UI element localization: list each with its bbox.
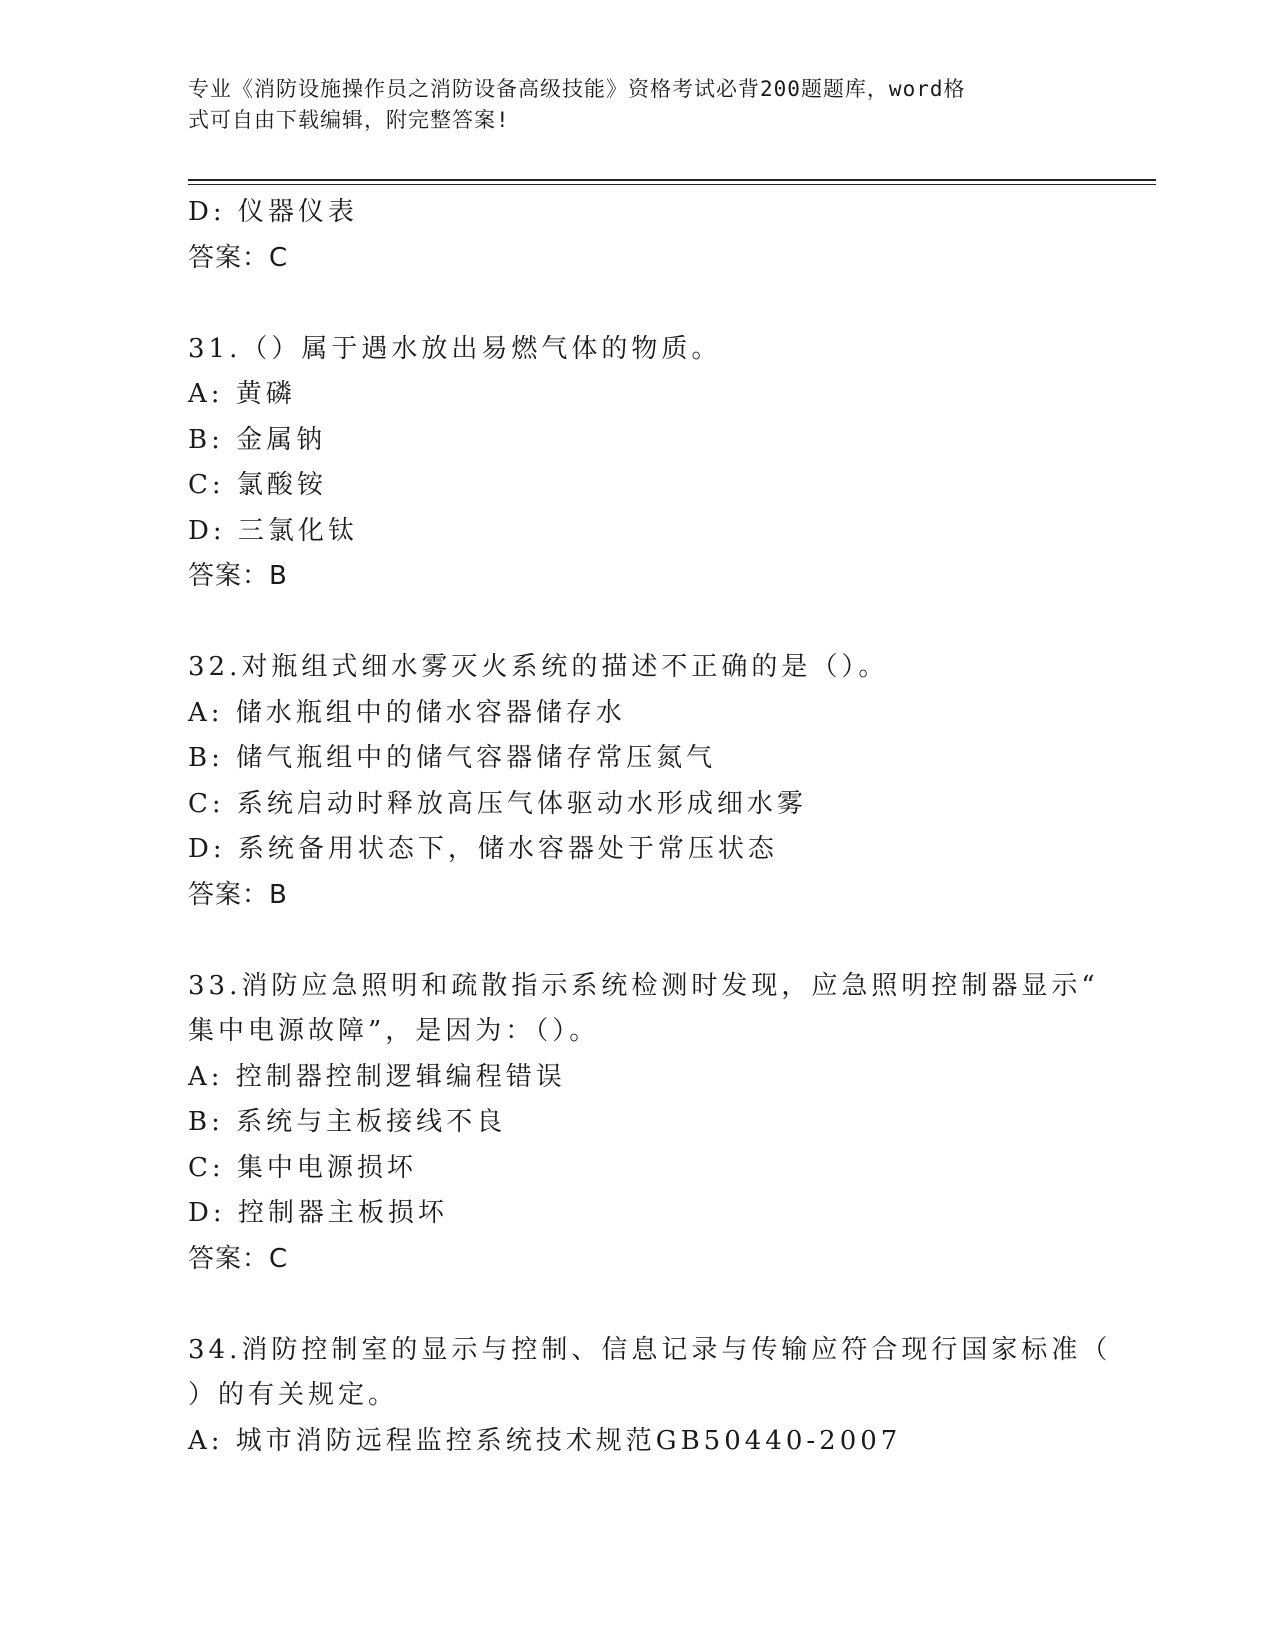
question-34 <box>188 1328 1112 1465</box>
question-31 <box>188 327 1088 600</box>
option-a: A: 黄磷 <box>188 379 296 409</box>
option-b: B: 系统与主板接线不良 <box>188 1107 507 1137</box>
option-c: C: 系统启动时释放高压气体驱动水形成细水雾 <box>188 788 807 819</box>
spacer <box>188 600 1088 646</box>
answer-label: 答案：C <box>188 1243 289 1274</box>
answer-label: 答案：C <box>188 242 289 273</box>
header-divider-thick <box>188 179 1156 181</box>
question-stem-line-1: 34.消防控制室的显示与控制、信息记录与传输应符合现行国家标准（ <box>188 1334 1112 1365</box>
option-b: B: 储气瓶组中的储气容器储存常压氮气 <box>188 743 717 773</box>
answer-label: 答案：B <box>188 561 288 591</box>
option-d: D: 三氯化钛 <box>188 515 358 546</box>
option-d: D: 仪器仪表 <box>188 197 358 227</box>
option-c: C: 集中电源损坏 <box>188 1152 417 1183</box>
question-stem: 31.（）属于遇水放出易燃气体的物质。 <box>188 333 722 364</box>
option-a: A: 城市消防远程监控系统技术规范GB50440-2007 <box>188 1425 902 1456</box>
spacer <box>188 1282 1088 1328</box>
header-divider-thin <box>188 184 1156 185</box>
question-33 <box>188 964 1099 1283</box>
spacer <box>188 281 1088 327</box>
question-stem: 32.对瓶组式细水雾灭火系统的描述不正确的是（）。 <box>188 652 889 682</box>
option-d: D: 控制器主板损坏 <box>188 1198 448 1228</box>
answer-label: 答案：B <box>188 879 288 910</box>
option-b: B: 金属钠 <box>188 424 327 455</box>
question-32 <box>188 645 1088 918</box>
question-stem-line-2: ）的有关规定。 <box>188 1380 399 1410</box>
header-line-1: 专业《消防设施操作员之消防设备高级技能》资格考试必背200题题库，word格 <box>188 77 966 101</box>
question-stem-line-1: 33.消防应急照明和疏散指示系统检测时发现，应急照明控制器显示“ <box>188 970 1099 1001</box>
option-d: D: 系统备用状态下，储水容器处于常压状态 <box>188 834 778 864</box>
document-header <box>188 74 1068 136</box>
header-line-2: 式可自由下载编辑，附完整答案! <box>188 108 510 132</box>
option-a: A: 储水瓶组中的储水容器储存水 <box>188 697 626 728</box>
document-body <box>188 190 1112 1464</box>
spacer <box>188 918 1088 964</box>
option-c: C: 氯酸铵 <box>188 470 327 500</box>
question-stem-line-2: 集中电源故障”，是因为：（）。 <box>188 1016 600 1046</box>
option-a: A: 控制器控制逻辑编程错误 <box>188 1061 566 1092</box>
